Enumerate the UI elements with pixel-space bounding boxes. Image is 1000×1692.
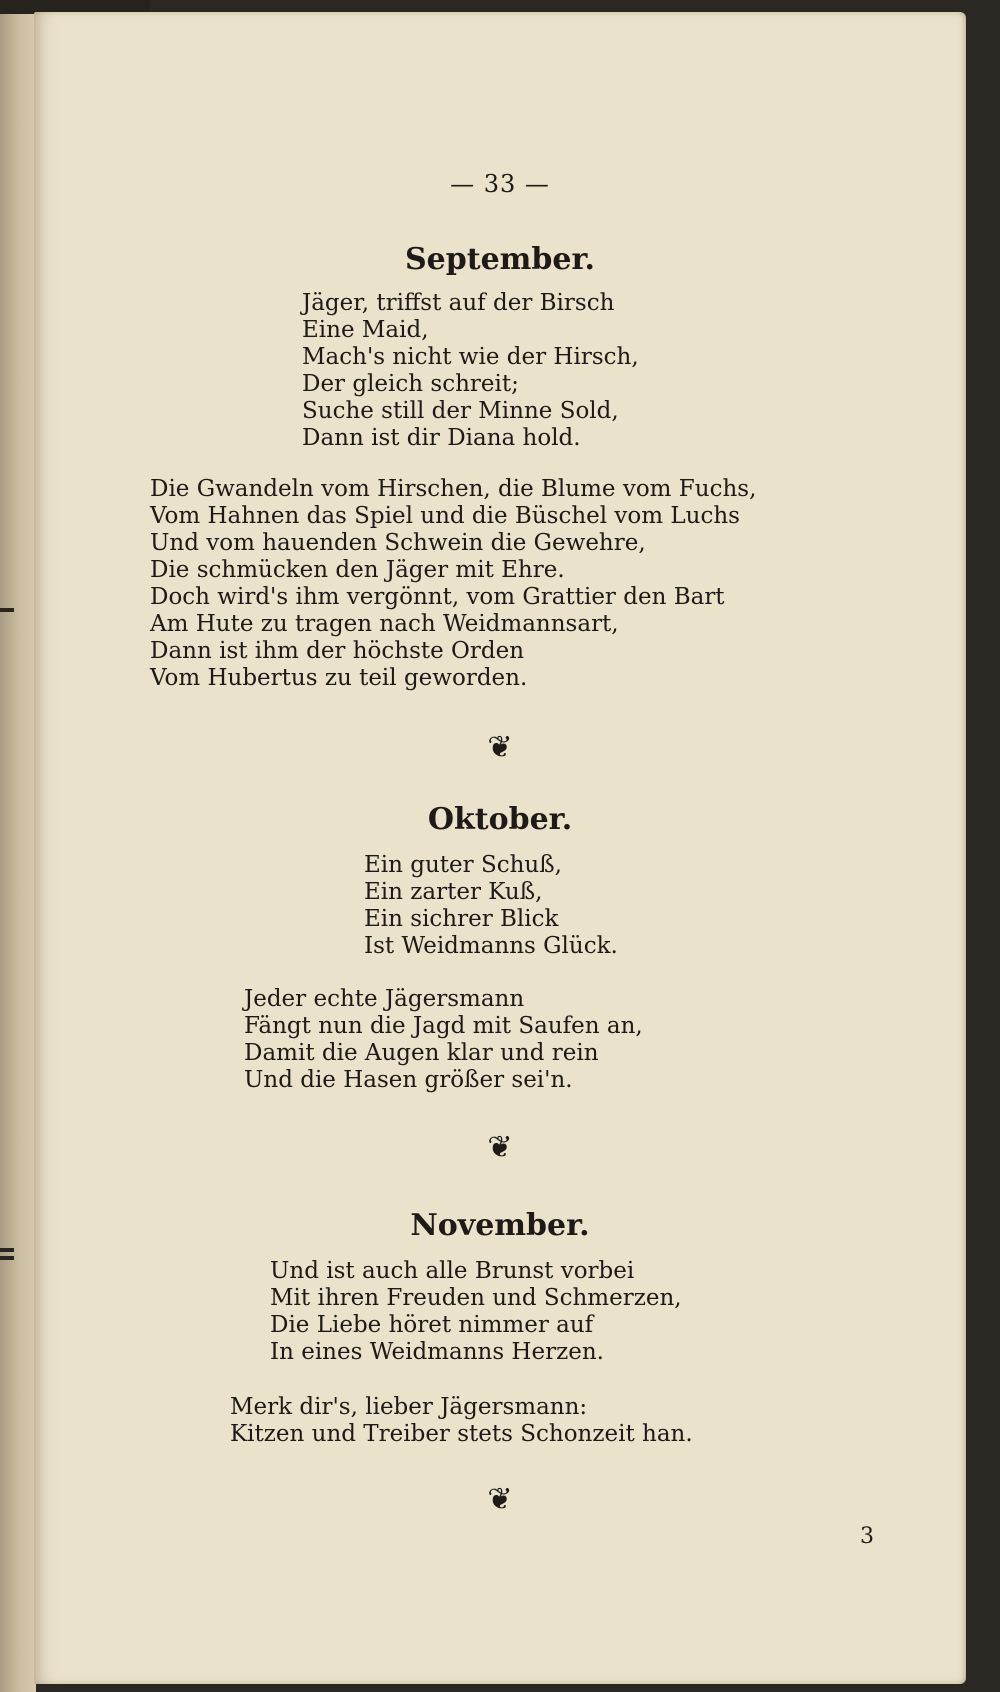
verse-line: Vom Hahnen das Spiel und die Büschel vom Luchs xyxy=(150,503,740,529)
left-margin-mark xyxy=(0,1248,14,1252)
verse-line: Merk dir's, lieber Jägersmann: xyxy=(230,1394,588,1420)
signature-mark: 3 xyxy=(860,1524,874,1549)
verse-line: Eine Maid, xyxy=(302,317,429,343)
stanza-oktober-1 xyxy=(364,852,618,960)
verse-line: Suche still der Minne Sold, xyxy=(302,398,619,424)
verse-line: Vom Hubertus zu teil geworden. xyxy=(150,665,528,691)
verse-line: Ein sichrer Blick xyxy=(364,906,559,932)
section-heading-november: November. xyxy=(410,1208,590,1243)
verse-line: Doch wird's ihm vergönnt, vom Grattier den Bart xyxy=(150,584,725,610)
left-margin-mark xyxy=(0,608,14,612)
verse-line: Jäger, triffst auf der Birsch xyxy=(302,290,615,316)
verse-line: Kitzen und Treiber stets Schonzeit han. xyxy=(230,1421,693,1447)
verse-line: Die schmücken den Jäger mit Ehre. xyxy=(150,557,565,583)
verse-line: Ist Weidmanns Glück. xyxy=(364,933,618,959)
stanza-september-1 xyxy=(302,290,639,452)
stanza-november-1 xyxy=(270,1258,682,1366)
verse-line: In eines Weidmanns Herzen. xyxy=(270,1339,604,1365)
verse-line: Der gleich schreit; xyxy=(302,371,519,397)
stanza-september-2 xyxy=(150,476,756,692)
verse-line: Und ist auch alle Brunst vorbei xyxy=(270,1258,635,1284)
verse-line: Jeder echte Jägersmann xyxy=(244,986,525,1012)
verse-line: Mit ihren Freuden und Schmerzen, xyxy=(270,1285,682,1311)
stanza-oktober-2 xyxy=(244,986,643,1094)
verse-line: Dann ist dir Diana hold. xyxy=(302,425,581,451)
verse-line: Die Gwandeln vom Hirschen, die Blume vom Fuchs, xyxy=(150,476,757,502)
verse-line: Und vom hauenden Schwein die Gewehre, xyxy=(150,530,646,556)
verse-line: Ein guter Schuß, xyxy=(364,852,562,878)
section-heading-september: September. xyxy=(405,242,595,277)
left-page-edge xyxy=(0,0,36,1692)
verse-line: Und die Hasen größer sei'n. xyxy=(244,1067,573,1093)
ornament-fleuron: ❦ xyxy=(487,1130,513,1165)
section-heading-oktober: Oktober. xyxy=(427,802,573,837)
verse-line: Am Hute zu tragen nach Weidmannsart, xyxy=(150,611,619,637)
verse-line: Die Liebe höret nimmer auf xyxy=(270,1312,594,1338)
book-page xyxy=(34,12,966,1684)
ornament-fleuron: ❦ xyxy=(487,1482,513,1517)
verse-line: Fängt nun die Jagd mit Saufen an, xyxy=(244,1013,643,1039)
verse-line: Mach's nicht wie der Hirsch, xyxy=(302,344,639,370)
verse-line: Ein zarter Kuß, xyxy=(364,879,543,905)
left-margin-mark xyxy=(0,1256,14,1260)
ornament-fleuron: ❦ xyxy=(487,730,513,765)
verse-line: Damit die Augen klar und rein xyxy=(244,1040,599,1066)
stanza-november-2 xyxy=(230,1394,693,1448)
page-number: — 33 — xyxy=(450,170,550,198)
verse-line: Dann ist ihm der höchste Orden xyxy=(150,638,525,664)
